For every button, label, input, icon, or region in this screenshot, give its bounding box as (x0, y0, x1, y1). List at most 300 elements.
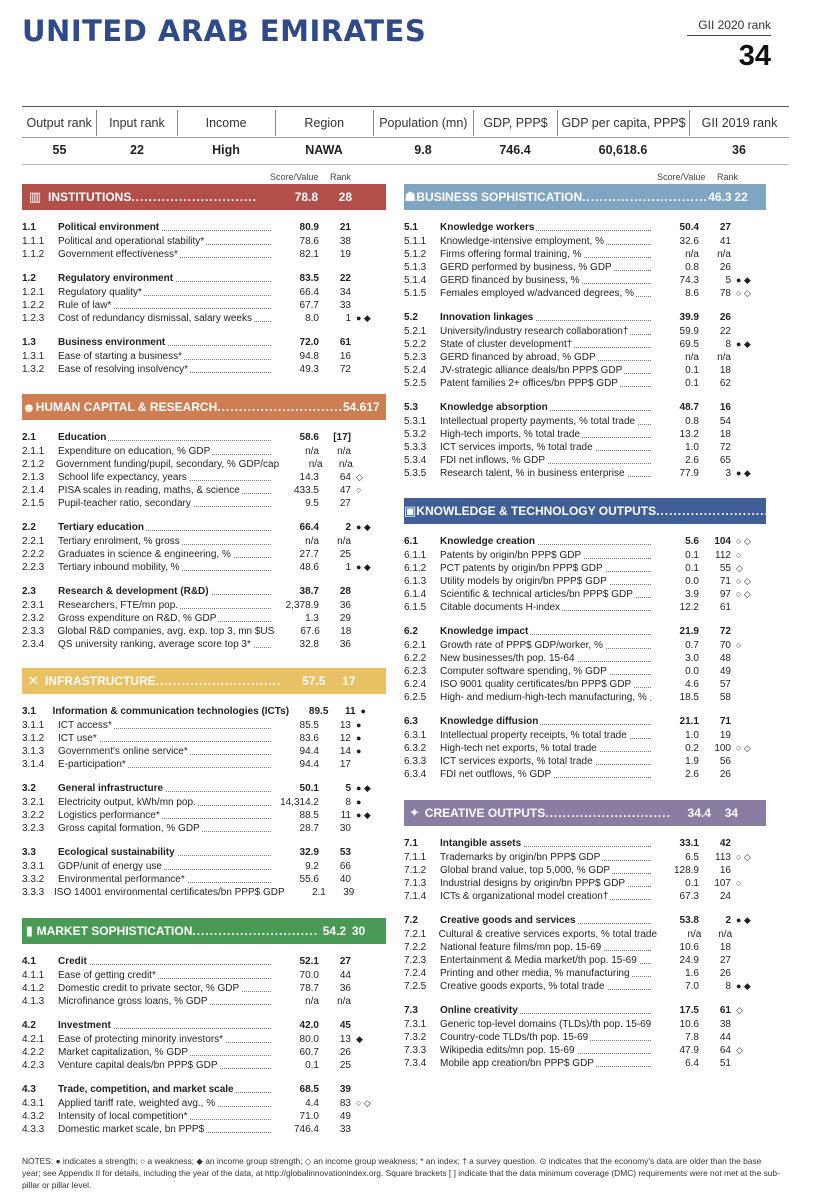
indicator-marker: ● (356, 733, 362, 743)
indicator-rank: 16 (339, 351, 351, 362)
indicator-row (22, 796, 386, 809)
indicator-rank: n/a (717, 249, 731, 260)
pillar-rank: 17 (342, 674, 356, 688)
indicator-marker: ○ (736, 550, 742, 560)
indicator-code: 6.1.3 (404, 576, 427, 587)
indicator-row (404, 377, 766, 390)
indicator-label: Government funding/pupil, secondary, % GDP/cap (55, 459, 280, 470)
summary-value: 746.4 (499, 143, 531, 157)
indicator-rank: 8 (725, 339, 731, 350)
indicator-row (404, 678, 766, 691)
subpillar-row (22, 780, 386, 796)
indicator-code: 2.1.2 (22, 459, 45, 470)
indicator-row (22, 1110, 386, 1123)
indicator-value: 80.0 (299, 1034, 319, 1045)
indicator-rank: 78 (719, 288, 731, 299)
indicator-rank: 38 (339, 236, 351, 247)
indicator-row (404, 890, 766, 903)
indicator-code: 1.2.1 (22, 287, 45, 298)
group-gap (22, 325, 386, 333)
subpillar-rank: 45 (339, 1019, 351, 1031)
indicator-code: 7.3.4 (404, 1058, 427, 1069)
summary-header: GDP per capita, PPP$ (558, 110, 690, 136)
indicator-code: 5.3.2 (404, 429, 427, 440)
subpillar-label: Knowledge impact (440, 625, 655, 638)
indicator-label: Research talent, % in business enterprise (440, 467, 655, 480)
indicator-label: Intellectual property receipts, % total trade (440, 729, 655, 742)
indicator-value: 433.5 (293, 485, 319, 496)
indicator-label: University/industry research collaboration† (440, 325, 655, 338)
indicator-code: 6.3.4 (404, 769, 427, 780)
pillar-rank: 22 (734, 190, 748, 204)
pillar-score: 57.5 (302, 674, 326, 688)
subpillar-rank: 72 (719, 625, 731, 637)
group-gap (22, 510, 386, 518)
subpillar-row (22, 519, 386, 535)
indicator-code: 3.3.3 (22, 887, 45, 898)
indicator-value: 48.6 (299, 562, 319, 573)
pillar-title: CREATIVE OUTPUTS............................. (424, 806, 671, 820)
indicator-marker: ● ◆ (356, 313, 371, 323)
subpillar-row (22, 1017, 386, 1033)
indicator-code: 6.3.2 (404, 743, 427, 754)
summary-value: 22 (130, 143, 144, 157)
indicator-value: 7.8 (685, 1032, 699, 1043)
indicator-value: 3.0 (685, 653, 699, 664)
indicator-code: 5.3.3 (404, 442, 427, 453)
indicator-rank: 25 (339, 1060, 351, 1071)
subpillar-rank: 104 (714, 535, 731, 547)
subpillar-rank: 11 (344, 705, 356, 717)
indicator-marker: ○ (736, 878, 742, 888)
indicator-row (404, 755, 766, 768)
indicator-code: 7.2.4 (404, 968, 427, 979)
subpillar-label: General infrastructure (58, 782, 275, 795)
group-gap (404, 300, 766, 308)
indicator-code: 7.2.3 (404, 955, 427, 966)
subpillar-label: Regulatory environment (58, 272, 275, 285)
indicator-label: High- and medium-high-tech manufacturing, % (440, 691, 655, 704)
indicator-value: 83.6 (299, 733, 319, 744)
indicator-marker: ● ◆ (356, 562, 371, 572)
indicator-code: 2.1.4 (22, 485, 45, 496)
indicator-row (22, 982, 386, 995)
indicator-marker: ○ ◇ (736, 576, 751, 586)
pillar-score: 46.3 (708, 190, 732, 204)
pillar-header-human (22, 394, 386, 420)
indicator-code: 7.1.2 (404, 865, 427, 876)
indicator-rank: 13 (339, 1034, 351, 1045)
subpillar-rank: 28 (339, 585, 351, 597)
indicator-rank: 57 (719, 679, 731, 690)
indicator-rank: n/a (337, 536, 351, 547)
indicator-rank: 3 (725, 468, 731, 479)
subpillar-marker: ● (360, 705, 366, 716)
indicator-value: 60.7 (299, 1047, 319, 1058)
indicator-rank: 18 (719, 365, 731, 376)
summary-header: Region (276, 110, 374, 136)
indicator-label: ICTs & organizational model creation† (440, 890, 655, 903)
subpillar-score: 72.0 (299, 336, 319, 348)
indicator-label: GERD performed by business, % GDP (440, 261, 655, 274)
indicator-label: New businesses/th pop. 15-64 (440, 652, 655, 665)
indicator-value: 9.2 (305, 861, 319, 872)
indicator-label: Domestic market scale, bn PPP$ (58, 1123, 275, 1136)
indicator-row (22, 719, 386, 732)
indicator-row (404, 665, 766, 678)
indicator-value: 1.9 (685, 756, 699, 767)
indicator-row (22, 860, 386, 873)
pillar-header-infra (22, 668, 386, 694)
subpillar-row (404, 219, 766, 235)
indicator-label: ICT use* (58, 732, 275, 745)
indicator-label: Entertainment & Media market/th pop. 15-69 (440, 954, 655, 967)
indicator-value: 49.3 (299, 364, 319, 375)
indicator-label: Printing and other media, % manufacturing (440, 967, 655, 980)
indicator-value: 88.5 (299, 810, 319, 821)
subpillar-score: 68.5 (299, 1083, 319, 1095)
indicator-row (404, 941, 766, 954)
subpillar-row (404, 835, 766, 851)
indicator-value: 67.7 (299, 300, 319, 311)
indicator-row (404, 742, 766, 755)
indicator-value: 32.6 (679, 236, 699, 247)
indicator-value: 69.5 (679, 339, 699, 350)
subpillar-score: 50.4 (679, 221, 699, 233)
indicator-row (22, 758, 386, 771)
indicator-code: 6.1.2 (404, 563, 427, 574)
indicator-value: 2.6 (685, 769, 699, 780)
group-gap (404, 390, 766, 398)
indicator-label: Country-code TLDs/th pop. 15-69 (440, 1031, 655, 1044)
indicator-label: Wikipedia edits/mn pop. 15-69 (440, 1044, 655, 1057)
rank-column-head-left: Rank (330, 172, 352, 182)
indicator-row (404, 575, 766, 588)
indicator-rank: n/a (337, 446, 351, 457)
indicator-row (404, 652, 766, 665)
indicator-row (404, 691, 766, 704)
subpillar-rank: 27 (719, 221, 731, 233)
indicator-label: Computer software spending, % GDP (440, 665, 655, 678)
indicator-value: 67.6 (300, 626, 320, 637)
subpillar-code: 4.1 (22, 955, 36, 967)
indicator-row (404, 1031, 766, 1044)
subpillar-label: Research & development (R&D) (58, 585, 275, 598)
indicator-label: Generic top-level domains (TLDs)/th pop. 15-69 (440, 1018, 655, 1031)
pillar-score: 16.2 (781, 504, 806, 518)
indicator-label: Applied tariff rate, weighted avg., % (58, 1097, 275, 1110)
subpillar-rank: 71 (719, 715, 731, 727)
indicator-rank: 33 (339, 1124, 351, 1135)
subpillar-row (22, 429, 386, 445)
subpillar-code: 6.1 (404, 535, 418, 547)
subpillar-score: 33.1 (679, 837, 699, 849)
indicator-code: 3.1.3 (22, 746, 45, 757)
indicator-code: 7.3.3 (404, 1045, 427, 1056)
pillar-header-knowledge (404, 498, 830, 524)
indicator-row (22, 312, 386, 325)
indicator-label: Gross expenditure on R&D, % GDP (58, 612, 275, 625)
subpillar-row (404, 533, 766, 549)
indicator-row (22, 886, 386, 899)
indicator-value: 0.2 (685, 743, 699, 754)
indicator-code: 1.3.2 (22, 364, 45, 375)
indicator-row (404, 428, 766, 441)
indicator-code: 6.1.4 (404, 589, 427, 600)
indicator-rank: 29 (339, 613, 351, 624)
subpillar-rank: 42 (719, 837, 731, 849)
indicator-value: 78.6 (299, 236, 319, 247)
subpillar-marker: ● ◆ (356, 782, 371, 793)
indicator-label: Intensity of local competition* (58, 1110, 275, 1123)
subpillar-code: 4.3 (22, 1083, 36, 1095)
subpillar-score: 17.5 (679, 1004, 699, 1016)
indicator-row (404, 928, 766, 941)
indicator-value: 82.1 (299, 249, 319, 260)
indicator-value: 6.4 (685, 1058, 699, 1069)
indicator-code: 7.3.1 (404, 1019, 427, 1030)
indicator-label: Researchers, FTE/mn pop. (58, 599, 275, 612)
subpillar-row (22, 1081, 386, 1097)
indicator-value: 70.0 (299, 970, 319, 981)
indicator-label: Logistics performance* (58, 809, 275, 822)
indicator-label: Electricity output, kWh/mn pop. (58, 796, 275, 809)
indicator-row (404, 415, 766, 428)
indicator-marker: ○ ◇ (736, 852, 751, 862)
indicator-rank: 14 (339, 746, 351, 757)
subpillar-score: 50.1 (299, 782, 319, 794)
pillar-block-infra (22, 702, 386, 899)
indicator-rank: 61 (719, 602, 731, 613)
indicator-code: 4.1.1 (22, 970, 45, 981)
indicator-row (22, 497, 386, 510)
subpillar-rank: 16 (719, 401, 731, 413)
indicator-row (404, 1044, 766, 1057)
subpillar-score: 39.9 (679, 311, 699, 323)
indicator-rank: 55 (719, 563, 731, 574)
indicator-value: n/a (685, 249, 699, 260)
indicator-row (22, 1097, 386, 1110)
indicator-code: 5.3.4 (404, 455, 427, 466)
indicator-rank: 48 (719, 653, 731, 664)
indicator-value: 7.0 (685, 981, 699, 992)
indicator-row (22, 969, 386, 982)
indicator-code: 3.3.1 (22, 861, 45, 872)
indicator-value: n/a (305, 996, 319, 1007)
indicator-row (22, 1059, 386, 1072)
indicator-value: 0.8 (685, 262, 699, 273)
indicator-code: 7.1.3 (404, 878, 427, 889)
subpillar-label: Online creativity (440, 1004, 655, 1017)
indicator-label: GERD financed by abroad, % GDP (440, 351, 655, 364)
subpillar-code: 2.1 (22, 431, 36, 443)
summary-value: 55 (52, 143, 67, 157)
subpillar-rank: 22 (339, 272, 351, 284)
indicator-label: Government's online service* (58, 745, 275, 758)
indicator-value: n/a (305, 446, 319, 457)
subpillar-code: 5.1 (404, 221, 418, 233)
indicator-rank: 107 (714, 878, 731, 889)
indicator-value: 128.9 (673, 865, 699, 876)
indicator-rank: 49 (339, 1111, 351, 1122)
indicator-code: 2.1.1 (22, 446, 45, 457)
indicator-code: 3.1.2 (22, 733, 45, 744)
indicator-value: 24.9 (679, 955, 699, 966)
indicator-row (404, 954, 766, 967)
indicator-value: 4.4 (305, 1098, 319, 1109)
subpillar-label: Credit (58, 955, 275, 968)
subpillar-marker: ◇ (736, 1004, 743, 1015)
summary-value: 60,618.6 (598, 143, 648, 157)
indicator-rank: 70 (719, 640, 731, 651)
indicator-value: 12.2 (679, 602, 699, 613)
indicator-marker: ○ ◇ (736, 288, 751, 298)
pillar-header-creative (404, 800, 766, 826)
indicator-label: Venture capital deals/bn PPP$ GDP (58, 1059, 275, 1072)
indicator-code: 5.3.5 (404, 468, 427, 479)
indicator-row (404, 287, 766, 300)
subpillar-score: 32.9 (299, 846, 319, 858)
subpillar-rank: 27 (339, 955, 351, 967)
indicator-rank: 12 (339, 733, 351, 744)
indicator-value: 1.6 (685, 968, 699, 979)
summary-header-row (22, 110, 789, 136)
indicator-rank: 25 (339, 549, 351, 560)
indicator-row (404, 729, 766, 742)
summary-value: 9.8 (414, 143, 432, 157)
pillar-header-institutions (22, 184, 386, 210)
indicator-label: ISO 14001 environmental certificates/bn PPP$ GDP (54, 887, 285, 898)
indicator-rank: 33 (339, 300, 351, 311)
indicator-rank: 30 (339, 823, 351, 834)
indicator-code: 3.2.1 (22, 797, 45, 808)
indicator-label: Pupil-teacher ratio, secondary (58, 497, 275, 510)
subpillar-rank: 61 (719, 1004, 731, 1016)
pillar-score: 54.6 (342, 400, 367, 414)
pillar-rank: 17 (366, 400, 380, 414)
pillar-rank: 30 (351, 924, 366, 938)
indicator-code: 7.2.5 (404, 981, 427, 992)
indicator-row (404, 235, 766, 248)
subpillar-marker: ○ ◇ (736, 535, 751, 546)
indicator-value: 0.1 (685, 550, 699, 561)
indicator-code: 2.1.5 (22, 498, 45, 509)
indicator-label: Global R&D companies, avg. exp. top 3, mn $US (57, 626, 275, 637)
subpillar-rank: 39 (339, 1083, 351, 1095)
indicator-row (22, 732, 386, 745)
indicator-code: 6.3.3 (404, 756, 427, 767)
indicator-row (404, 768, 766, 781)
indicator-value: 77.9 (679, 468, 699, 479)
indicator-rank: 56 (719, 756, 731, 767)
indicator-value: 0.7 (685, 640, 699, 651)
subpillar-label: Creative goods and services (440, 914, 655, 927)
summary-top-rule (22, 106, 789, 107)
indicator-rank: 83 (339, 1098, 351, 1109)
indicator-label: National feature films/mn pop. 15-69 (440, 941, 655, 954)
subpillar-rank: 21 (339, 221, 351, 233)
subpillar-row (22, 844, 386, 860)
indicator-rank: 39 (343, 887, 355, 898)
indicator-label: Cultural & creative services exports, % total trade (438, 929, 658, 940)
indicator-code: 3.2.3 (22, 823, 45, 834)
indicator-marker: ● (356, 720, 362, 730)
indicator-value: 94.4 (299, 746, 319, 757)
subpillar-code: 1.3 (22, 336, 36, 348)
indicator-label: Intellectual property payments, % total trade (440, 415, 655, 428)
indicator-label: ISO 9001 quality certificates/bn PPP$ GDP (440, 678, 655, 691)
indicator-row (404, 639, 766, 652)
indicator-code: 6.2.4 (404, 679, 427, 690)
subpillar-rank: 26 (719, 311, 731, 323)
indicator-code: 2.3.3 (22, 626, 45, 637)
indicator-rank: 65 (719, 455, 731, 466)
subpillar-label: Innovation linkages (440, 311, 655, 324)
indicator-label: Firms offering formal training, % (440, 248, 655, 261)
indicator-row (22, 599, 386, 612)
indicator-label: Ease of starting a business* (58, 350, 275, 363)
indicator-rank: 36 (339, 983, 351, 994)
indicator-code: 5.2.1 (404, 326, 427, 337)
indicator-label: High-tech imports, % total trade (440, 428, 655, 441)
indicator-label: Tertiary inbound mobility, % (58, 561, 275, 574)
indicator-label: PISA scales in reading, maths, & science (58, 484, 275, 497)
subpillar-label: Education (58, 431, 275, 444)
indicator-value: 28.7 (299, 823, 319, 834)
subpillar-score: 66.4 (299, 521, 319, 533)
indicator-value: 1.0 (685, 442, 699, 453)
indicator-code: 1.1.2 (22, 249, 45, 260)
subpillar-label: Business environment (58, 336, 275, 349)
summary-header: GDP, PPP$ (474, 110, 558, 136)
indicator-row (22, 248, 386, 261)
indicator-label: Domestic credit to private sector, % GDP (58, 982, 275, 995)
indicator-label: Ease of resolving insolvency* (58, 363, 275, 376)
bulb-icon: ✦ (408, 805, 420, 820)
indicator-rank: 64 (339, 472, 351, 483)
indicator-row (22, 535, 386, 548)
indicator-label: Market capitalization, % GDP (58, 1046, 275, 1059)
indicator-marker: ◆ (356, 1034, 363, 1044)
indicator-row (404, 441, 766, 454)
indicator-row (22, 350, 386, 363)
subpillar-score: 58.6 (299, 431, 319, 443)
indicator-row (404, 1057, 766, 1070)
indicator-row (404, 851, 766, 864)
group-gap (404, 614, 766, 622)
subpillar-code: 6.2 (404, 625, 418, 637)
subpillar-marker: ● ◆ (356, 521, 371, 532)
subpillar-code: 3.1 (22, 705, 36, 717)
indicator-label: Patent families 2+ offices/bn PPP$ GDP (440, 377, 655, 390)
indicator-rank: 18 (719, 429, 731, 440)
indicator-code: 6.2.3 (404, 666, 427, 677)
chart-window-icon: ▣ (404, 503, 417, 518)
indicator-marker: ○ ◇ (356, 1098, 371, 1108)
subpillar-score: 21.9 (679, 625, 699, 637)
summary-value: NAWA (305, 143, 343, 157)
indicator-label: Cost of redundancy dismissal, salary weeks (58, 312, 275, 325)
indicator-label: ICT access* (58, 719, 275, 732)
gii-rank-label: GII 2020 rank (698, 18, 771, 32)
indicator-marker: ● (356, 797, 362, 807)
pillar-score: 34.4 (687, 806, 711, 820)
subpillar-row (404, 912, 766, 928)
indicator-row (22, 235, 386, 248)
indicator-rank: 34 (339, 287, 351, 298)
indicator-row (22, 612, 386, 625)
indicator-code: 5.2.4 (404, 365, 427, 376)
